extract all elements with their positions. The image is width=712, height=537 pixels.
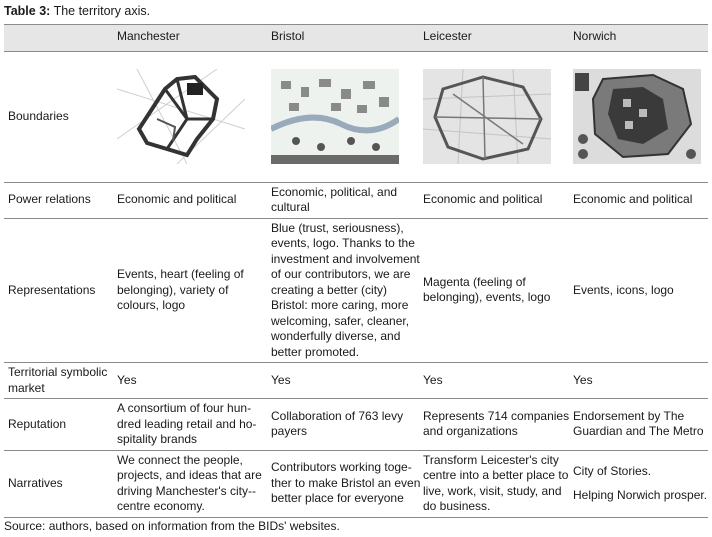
table-cell: A consortium of four hun-dred leading retail and ho-spitality brands	[117, 399, 271, 451]
table-cell: Yes	[573, 363, 708, 399]
table-cell: Events, heart (feeling of belonging), variety of colours, logo	[117, 218, 271, 363]
table-cell: Economic, political, and cultural	[271, 182, 423, 218]
norwich-narrative-2: Helping Norwich prosper.	[573, 487, 708, 502]
header-bristol: Bristol	[271, 25, 423, 52]
norwich-narrative-1: City of Stories.	[573, 464, 652, 478]
table-cell: Represents 714 companies and organizations	[423, 399, 573, 451]
manchester-map	[117, 51, 271, 182]
territory-table	[4, 24, 708, 518]
table-cell: Yes	[423, 363, 573, 399]
table-row	[4, 218, 708, 363]
table-cell: We connect the people, projects, and ideas that are driving Manchester's city--centre economy.	[117, 450, 271, 517]
source-note: Source: authors, based on information from the BIDs' websites.	[4, 519, 340, 533]
table-cell: Events, icons, logo	[573, 218, 708, 363]
table-row	[4, 399, 708, 451]
table-cell: Economic and political	[573, 182, 708, 218]
table-cell: Endorsement by The Guardian and The Metro	[573, 399, 708, 451]
row-label-power: Power relations	[4, 182, 117, 218]
header-norwich: Norwich	[573, 25, 708, 52]
header-row	[4, 25, 708, 52]
leicester-map	[423, 51, 573, 182]
row-label-symbolic: Territorial symbolic market	[4, 363, 117, 399]
table-row	[4, 363, 708, 399]
table-cell: Collaboration of 763 levy payers	[271, 399, 423, 451]
table-cell: Yes	[271, 363, 423, 399]
table-cell	[573, 450, 708, 517]
row-label-boundaries: Boundaries	[4, 51, 117, 182]
row-label-narratives: Narratives	[4, 450, 117, 517]
header-empty	[4, 25, 117, 52]
caption-text: The territory axis.	[53, 4, 151, 18]
table-cell: Contributors working toge-ther to make Bristol an even better place for everyone	[271, 450, 423, 517]
norwich-map-image	[573, 69, 701, 164]
header-manchester: Manchester	[117, 25, 271, 52]
bristol-map	[271, 51, 423, 182]
table-cell: Magenta (feeling of belonging), events, logo	[423, 218, 573, 363]
table-cell: Economic and political	[423, 182, 573, 218]
leicester-map-image	[423, 69, 551, 164]
caption-label: Table 3:	[4, 4, 51, 18]
row-label-representations: Representations	[4, 218, 117, 363]
table-row	[4, 51, 708, 182]
header-leicester: Leicester	[423, 25, 573, 52]
table-cell: Transform Leicester's city centre into a better place to live, work, visit, study, and do business.	[423, 450, 573, 517]
bristol-map-image	[271, 69, 399, 164]
table-cell: Yes	[117, 363, 271, 399]
norwich-map	[573, 51, 708, 182]
table-cell: Blue (trust, seriousness), events, logo. Thanks to the investment and involvement of our contributors, we are creating a better (city) Bristol: more caring, more welcoming, safer, cleaner, wonderfully diverse, and better promoted.	[271, 218, 423, 363]
table-row	[4, 450, 708, 517]
table-cell: Economic and political	[117, 182, 271, 218]
manchester-map-image	[117, 69, 245, 164]
table-row	[4, 182, 708, 218]
row-label-reputation: Reputation	[4, 399, 117, 451]
table-caption	[4, 4, 150, 18]
